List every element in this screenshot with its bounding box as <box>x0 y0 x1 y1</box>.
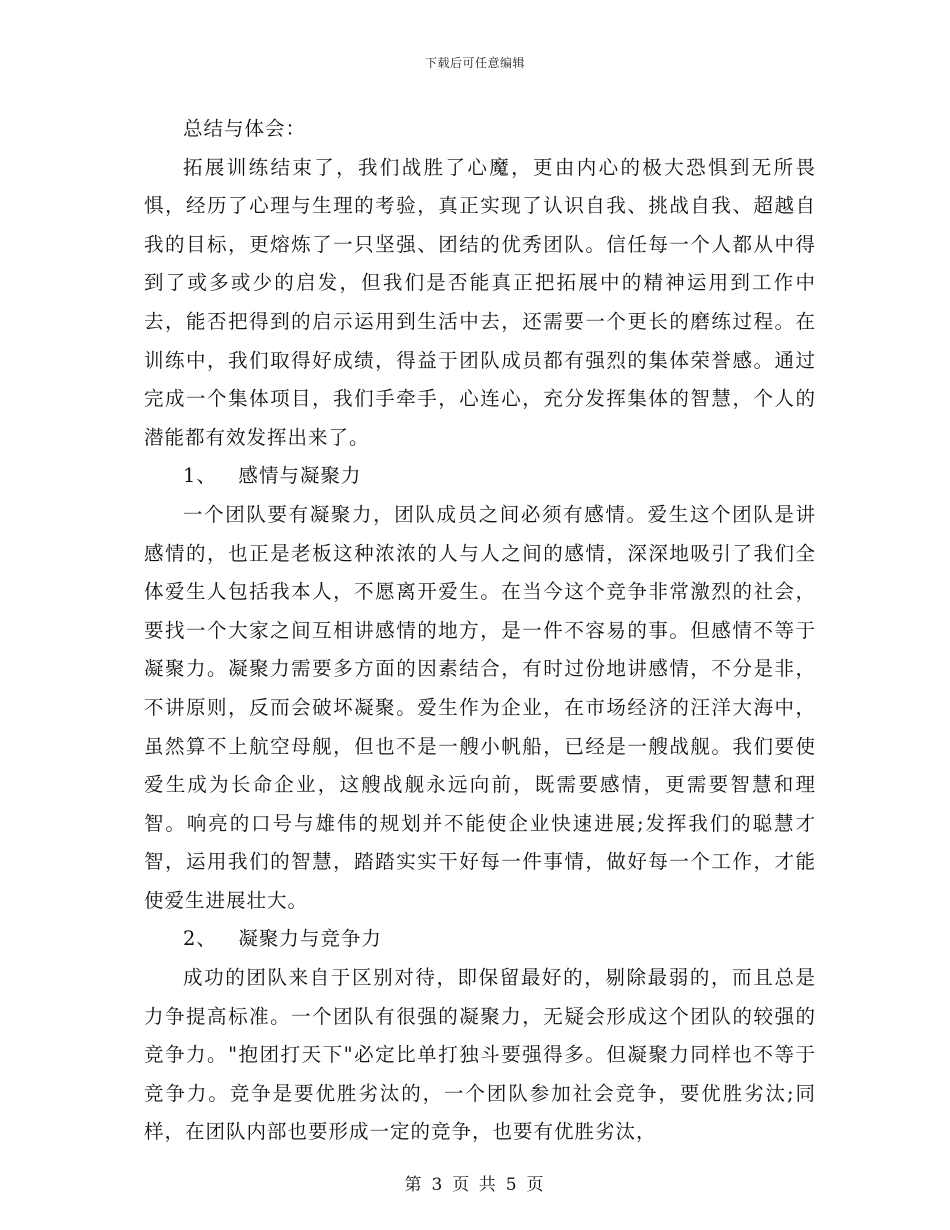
paragraph-competition: 成功的团队来自于区别对待，即保留最好的，剔除最弱的，而且总是力争提高标准。一个团队有很强的凝聚力，无疑会形成这个团队的较强的竞争力。"抱团打天下"必定比单打独斗要强得多。但凝聚力同样也不等于竞争力。竞争是要优胜劣汰的，一个团队参加社会竞争，要优胜劣汰;同样，在团队内部也要形成一定的竞争，也要有优胜劣汰， <box>144 966 816 1144</box>
section-number: 1、 <box>183 464 217 488</box>
page-footer <box>0 1170 950 1195</box>
section-heading-2 <box>144 920 816 959</box>
section-title: 感情与凝聚力 <box>238 464 362 488</box>
footer-suffix: 页 <box>526 1175 546 1195</box>
section-number: 2、 <box>183 927 217 951</box>
footer-prefix: 第 <box>404 1175 424 1195</box>
current-page-number: 3 <box>431 1175 445 1195</box>
summary-title: 总结与体会： <box>183 117 307 140</box>
section-title: 凝聚力与竞争力 <box>238 927 382 951</box>
total-page-number: 5 <box>505 1175 519 1195</box>
section-heading-1 <box>144 457 816 496</box>
document-body <box>144 110 816 1152</box>
paragraph-cohesion: 一个团队要有凝聚力，团队成员之间必须有感情。爱生这个团队是讲感情的，也正是老板这种浓浓的人与人之间的感情，深深地吸引了我们全体爱生人包括我本人，不愿离开爱生。在当今这个竞争非常激烈的社会，要找一个大家之间互相讲感情的地方，是一件不容易的事。但感情不等于凝聚力。凝聚力需要多方面的因素结合，有时过份地讲感情，不分是非，不讲原则，反而会破坏凝聚。爱生作为企业，在市场经济的汪洋大海中，虽然算不上航空母舰，但也不是一艘小帆船，已经是一艘战舰。我们要使爱生成为长命企业，这艘战舰永远向前，既需要感情，更需要智慧和理智。响亮的口号与雄伟的规划并不能使企业快速进展;发挥我们的聪慧才智，运用我们的智慧，踏踏实实干好每一件事情，做好每一个工作，才能使爱生进展壮大。 <box>144 502 816 912</box>
page-header-note: 下载后可任意编辑 <box>424 56 525 70</box>
paragraph-intro: 拓展训练结束了，我们战胜了心魔，更由内心的极大恐惧到无所畏惧，经历了心理与生理的考验，真正实现了认识自我、挑战自我、超越自我的目标，更熔炼了一只坚强、团结的优秀团队。信任每一个人都从中得到了或多或少的启发，但我们是否能真正把拓展中的精神运用到工作中去，能否把得到的启示运用到生活中去，还需要一个更长的磨练过程。在训练中，我们取得好成绩，得益于团队成员都有强烈的集体荣誉感。通过完成一个集体项目，我们手牵手，心连心，充分发挥集体的智慧，个人的潜能都有效发挥出来了。 <box>144 155 816 449</box>
footer-middle: 页 共 <box>452 1175 498 1195</box>
